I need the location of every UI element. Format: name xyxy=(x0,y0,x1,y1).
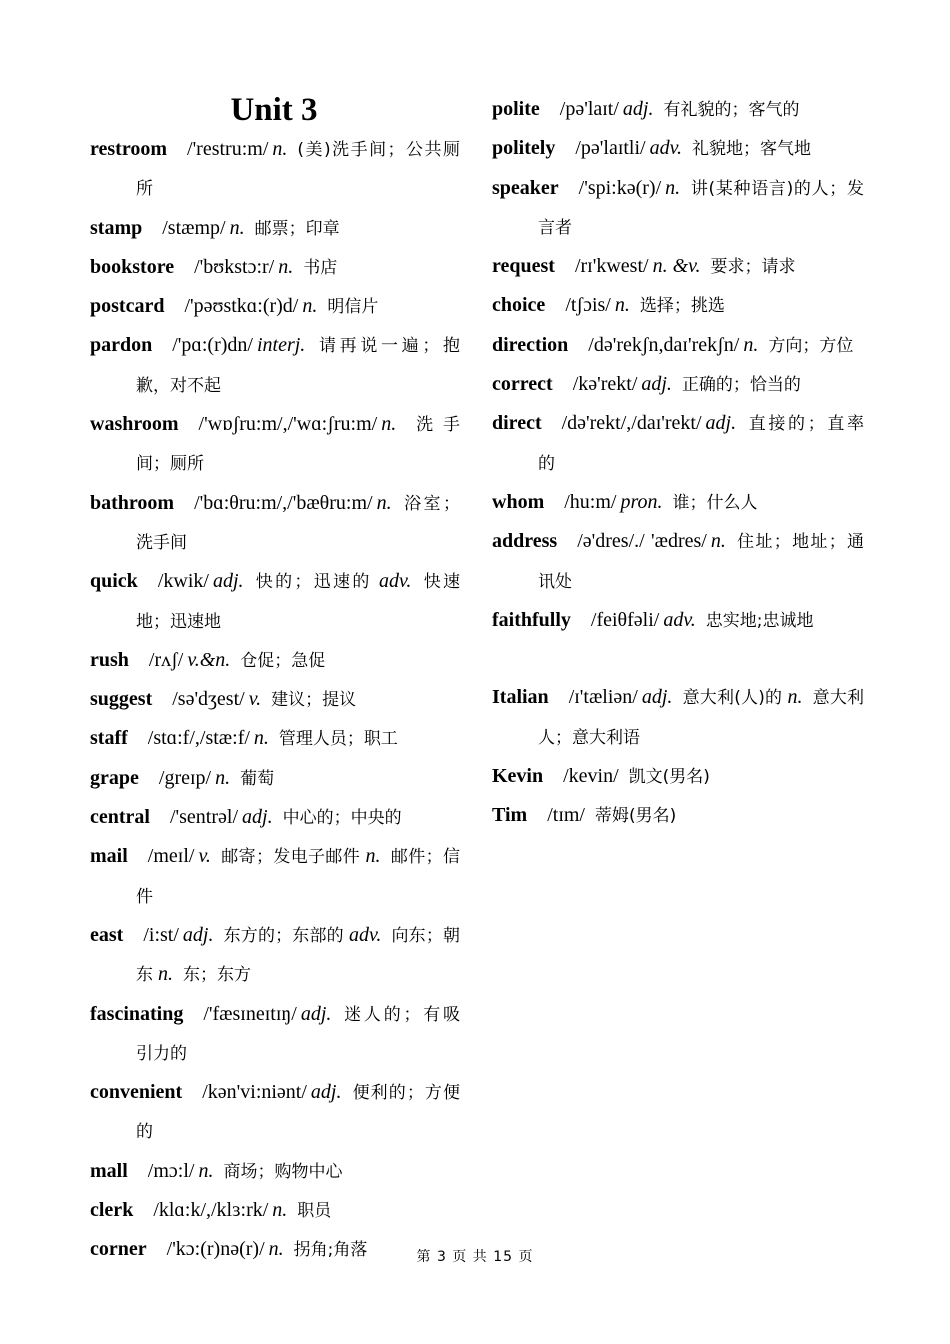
definition: 意大利人；意大利语 xyxy=(538,688,865,748)
phonetic: /kən'vi:niənt/ xyxy=(202,1081,307,1104)
phonetic: /sə'dʒest/ xyxy=(172,688,245,711)
headword: direct xyxy=(492,412,542,435)
phonetic: /kevin/ xyxy=(563,765,619,788)
phonetic: /'bɑ:θru:m/,/'bæθru:m/ xyxy=(194,491,373,514)
definition: 葡萄 xyxy=(240,768,275,789)
headword: faithfully xyxy=(492,608,571,631)
phonetic: /'bʊkstɔ:r/ xyxy=(194,255,275,278)
part-of-speech: adv. xyxy=(663,608,696,631)
part-of-speech: adj. xyxy=(182,923,214,946)
page-footer: 第 3 页 共 15 页 xyxy=(416,1249,534,1265)
phonetic: /'fæsɪneɪtɪŋ/ xyxy=(203,1002,297,1025)
phonetic: /'sentrəl/ xyxy=(169,806,239,829)
definition: 选择；挑选 xyxy=(639,296,725,317)
part-of-speech: n. xyxy=(787,686,803,709)
phonetic: /meɪl/ xyxy=(147,845,195,868)
right-vocab-list xyxy=(492,90,864,836)
part-of-speech: v. xyxy=(198,845,211,868)
part-of-speech: adv. xyxy=(649,137,683,160)
definition: 凯文(男名) xyxy=(628,767,710,788)
headword: Kevin xyxy=(492,765,544,788)
part-of-speech: adj. xyxy=(641,373,672,396)
left-column xyxy=(90,90,460,1270)
part-of-speech: interj. xyxy=(256,334,306,357)
headword: polite xyxy=(492,98,540,120)
definition: 忠实地;忠诚地 xyxy=(705,610,814,631)
definition: 拐角;角落 xyxy=(293,1240,368,1261)
part-of-speech: adj. xyxy=(242,806,273,829)
headword: address xyxy=(492,530,558,553)
vocab-entry xyxy=(90,130,460,209)
phonetic: /'spi:kə(r)/ xyxy=(578,176,662,199)
headword: convenient xyxy=(90,1081,183,1104)
headword: bookstore xyxy=(90,255,175,278)
definition: (美)洗手间；公共厕所 xyxy=(136,140,460,200)
part-of-speech: adj. xyxy=(705,412,737,435)
headword: mail xyxy=(90,845,128,868)
definition: 邮件；信件 xyxy=(136,847,461,907)
headword: fascinating xyxy=(90,1002,184,1025)
phonetic: /rɪ'kwest/ xyxy=(574,255,649,278)
phonetic: /rʌʃ/ xyxy=(148,648,184,671)
headword: corner xyxy=(90,1238,147,1261)
phonetic: /pə'laɪtli/ xyxy=(575,137,646,160)
headword: rush xyxy=(90,648,129,671)
part-of-speech: n. xyxy=(376,491,392,514)
part-of-speech: n. xyxy=(158,963,173,986)
vocab-entry xyxy=(90,248,460,287)
headword: whom xyxy=(492,490,545,513)
phonetic: /də'rekʃn,daɪ'rekʃn/ xyxy=(588,333,740,356)
part-of-speech: n. xyxy=(272,1199,288,1222)
definition: 东；东方 xyxy=(183,965,251,986)
headword: staff xyxy=(90,727,128,750)
headword: request xyxy=(492,255,555,278)
definition: 浴室；洗手间 xyxy=(136,493,460,553)
phonetic: /pə'laɪt/ xyxy=(559,98,619,120)
headword: choice xyxy=(492,294,546,317)
vocab-entry xyxy=(492,796,864,835)
phonetic: /kə'rekt/ xyxy=(572,373,638,396)
vocab-entry xyxy=(492,169,864,248)
phonetic: /tʃɔis/ xyxy=(565,294,611,317)
part-of-speech: n. xyxy=(743,333,759,356)
definition: 蒂姆(男名) xyxy=(595,806,677,827)
phonetic: /'kɔ:(r)nə(r)/ xyxy=(166,1238,265,1261)
part-of-speech: n. xyxy=(614,294,630,317)
definition: 请再说一遍；抱歉，对不起 xyxy=(136,336,460,396)
vocab-entry xyxy=(492,483,864,522)
vocab-entry xyxy=(492,522,864,601)
phonetic: /tɪm/ xyxy=(547,804,585,827)
headword: grape xyxy=(90,766,139,789)
headword: quick xyxy=(90,570,138,593)
part-of-speech: v.&n. xyxy=(187,648,231,671)
vocab-entry xyxy=(492,129,864,168)
definition: 建议；提议 xyxy=(271,690,357,711)
phonetic: /feiθfəli/ xyxy=(590,608,660,631)
phonetic: /'pəʊstkɑ:(r)d/ xyxy=(184,295,299,318)
part-of-speech: n. xyxy=(215,766,231,789)
definition: 东方的；东部的 xyxy=(223,925,344,946)
definition: 意大利(人)的 xyxy=(682,688,783,709)
part-of-speech: n. xyxy=(198,1159,214,1182)
vocab-entry xyxy=(492,90,864,129)
vocab-entry xyxy=(492,286,864,325)
vocab-entry xyxy=(90,719,460,758)
definition: 邮寄；发电子邮件 xyxy=(220,847,361,868)
vocab-entry xyxy=(90,1152,460,1191)
vocab-entry xyxy=(492,326,864,365)
headword: restroom xyxy=(90,138,168,160)
definition: 职员 xyxy=(297,1201,332,1222)
definition: 正确的；恰当的 xyxy=(681,375,801,396)
headword: direction xyxy=(492,333,569,356)
vocab-entry xyxy=(90,641,460,680)
phonetic: /'restru:m/ xyxy=(187,138,269,160)
vocab-entry xyxy=(492,678,864,757)
vocab-entry xyxy=(90,562,460,641)
right-column xyxy=(492,90,864,836)
definition: 快速地；迅速地 xyxy=(136,572,461,632)
unit-title: Unit 3 xyxy=(230,92,318,128)
definition: 礼貌地；客气地 xyxy=(692,139,812,160)
part-of-speech: adj. xyxy=(300,1002,332,1025)
part-of-speech: n. xyxy=(253,727,269,750)
phonetic: /stɑ:f/,/stæ:f/ xyxy=(147,727,250,750)
definition: 中心的；中央的 xyxy=(282,808,402,829)
headword: bathroom xyxy=(90,491,175,514)
phonetic: /stæmp/ xyxy=(162,216,226,239)
definition: 邮票；印章 xyxy=(254,218,340,239)
definition: 要求；请求 xyxy=(710,257,796,278)
headword: suggest xyxy=(90,688,153,711)
headword: Tim xyxy=(492,804,528,827)
part-of-speech: adj. xyxy=(641,686,673,709)
definition: 向东；朝东 xyxy=(136,925,461,986)
part-of-speech: n. xyxy=(665,176,681,199)
headword: clerk xyxy=(90,1199,134,1222)
vocab-entry xyxy=(90,837,460,916)
vocab-entry xyxy=(90,995,460,1074)
part-of-speech: n. xyxy=(278,255,294,278)
phonetic: /'wɒʃru:m/,/'wɑ:ʃru:m/ xyxy=(198,413,378,436)
part-of-speech: v. xyxy=(248,688,262,711)
vocab-entry xyxy=(90,1073,460,1152)
definition: 迷人的；有吸引力的 xyxy=(136,1004,460,1064)
part-of-speech: n. xyxy=(229,216,245,239)
part-of-speech: adj. xyxy=(310,1081,342,1104)
part-of-speech: n. xyxy=(302,295,318,318)
part-of-speech: adj. xyxy=(622,98,654,120)
headword: speaker xyxy=(492,176,559,199)
vocab-entry xyxy=(90,484,460,563)
definition: 方向；方位 xyxy=(768,335,854,356)
phonetic: /ə'dres/./ 'ædres/ xyxy=(577,530,707,553)
definition: 商场；购物中心 xyxy=(223,1161,343,1182)
definition: 便利的；方便的 xyxy=(136,1083,460,1143)
part-of-speech: n. xyxy=(268,1238,284,1261)
phonetic: /hu:m/ xyxy=(564,490,617,513)
phonetic: /klɑ:k/,/klɜ:rk/ xyxy=(153,1199,269,1222)
definition: 直接的；直率的 xyxy=(538,414,864,474)
phonetic: /də'rekt/,/daɪ'rekt/ xyxy=(561,412,702,435)
definition: 书店 xyxy=(303,257,338,278)
headword: east xyxy=(90,923,124,946)
definition: 住址；地址；通讯处 xyxy=(538,532,865,592)
part-of-speech: n. xyxy=(272,138,288,160)
phonetic: /ɪ'tæliən/ xyxy=(568,686,638,709)
phonetic: /kwik/ xyxy=(157,570,209,593)
headword: Italian xyxy=(492,686,549,709)
phonetic: /i:st/ xyxy=(143,923,179,946)
spacer xyxy=(492,640,864,678)
left-vocab-list xyxy=(90,130,460,1270)
part-of-speech: adv. xyxy=(348,923,382,946)
vocab-entry xyxy=(492,404,864,483)
vocab-entry xyxy=(492,757,864,796)
vocab-entry xyxy=(90,759,460,798)
vocab-entry xyxy=(492,365,864,404)
part-of-speech: n. xyxy=(365,845,381,868)
definition: 管理人员；职工 xyxy=(278,729,398,750)
part-of-speech: n. &v. xyxy=(652,255,701,278)
phonetic: /mɔ:l/ xyxy=(147,1159,195,1182)
vocab-entry xyxy=(492,247,864,286)
headword: politely xyxy=(492,137,556,160)
headword: correct xyxy=(492,373,553,396)
part-of-speech: n. xyxy=(710,530,726,553)
headword: stamp xyxy=(90,216,143,239)
headword: washroom xyxy=(90,413,179,436)
headword: pardon xyxy=(90,334,153,357)
definition: 谁；什么人 xyxy=(672,492,758,513)
phonetic: /'pɑ:(r)dn/ xyxy=(172,334,253,357)
part-of-speech: n. xyxy=(381,413,397,436)
definition: 仓促；急促 xyxy=(240,650,326,671)
definition: 快的；迅速的 xyxy=(253,572,372,593)
headword: postcard xyxy=(90,295,165,318)
vocab-entry xyxy=(90,209,460,248)
vocab-entry xyxy=(90,680,460,719)
vocab-entry xyxy=(90,1191,460,1230)
definition: 洗手间；厕所 xyxy=(136,415,460,475)
vocab-entry xyxy=(90,287,460,326)
headword: central xyxy=(90,806,150,829)
vocab-entry xyxy=(90,326,460,405)
definition: 讲(某种语言)的人；发言者 xyxy=(538,178,864,238)
vocab-entry xyxy=(90,798,460,837)
vocab-entry xyxy=(492,601,864,640)
vocab-entry xyxy=(90,916,460,995)
part-of-speech: pron. xyxy=(620,490,663,513)
phonetic: /greɪp/ xyxy=(158,766,212,789)
vocab-entry xyxy=(90,405,460,484)
definition: 明信片 xyxy=(327,297,379,318)
definition: 有礼貌的；客气的 xyxy=(663,100,800,120)
part-of-speech: adv. xyxy=(378,570,412,593)
part-of-speech: adj. xyxy=(212,570,244,593)
headword: mall xyxy=(90,1159,128,1182)
